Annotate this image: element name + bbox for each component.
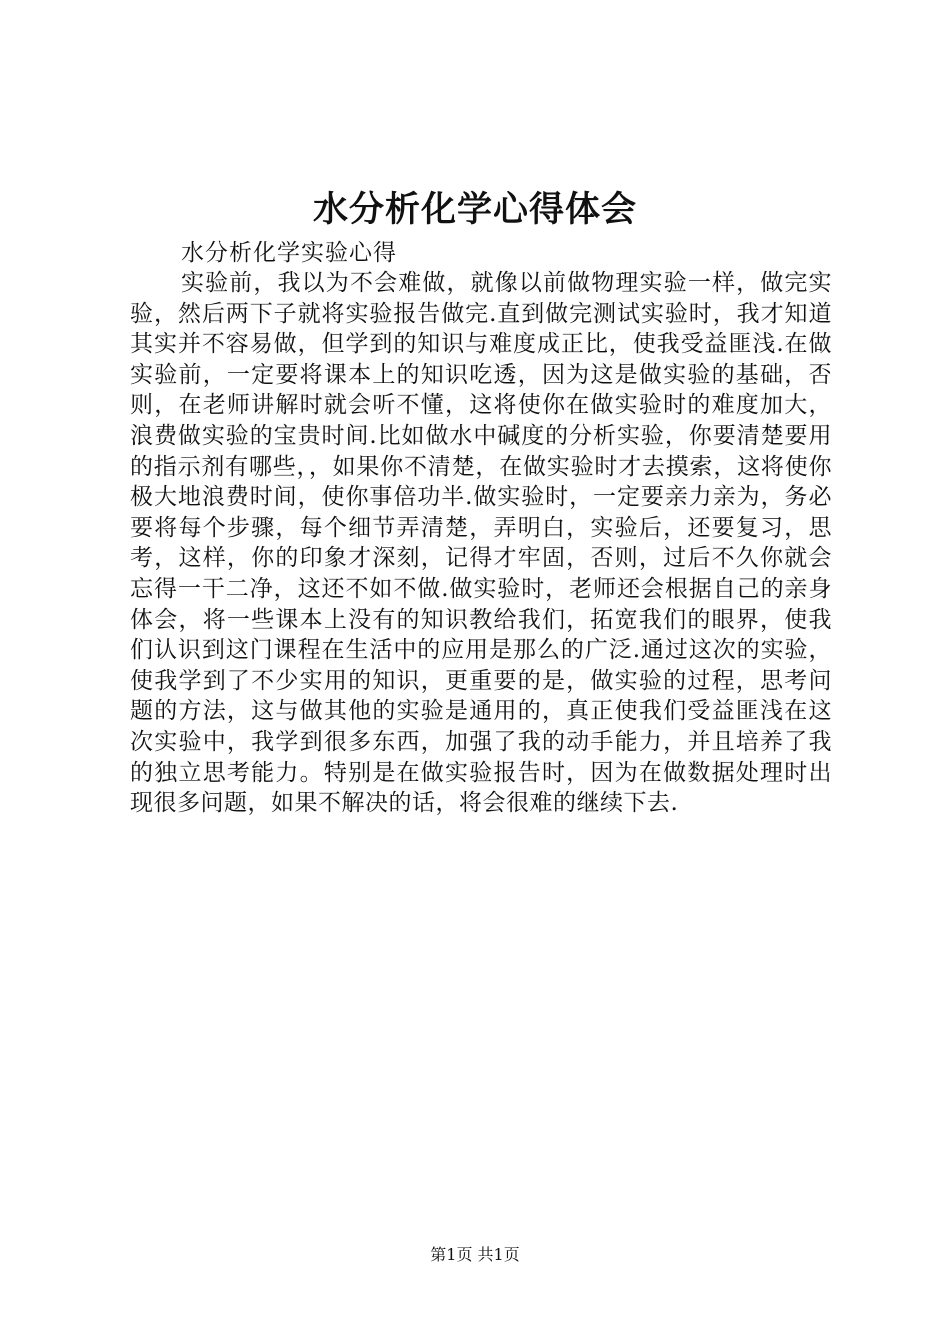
document-subtitle: 水分析化学实验心得 — [181, 240, 397, 266]
document-title: 水分析化学心得体会 — [312, 189, 637, 230]
body-paragraph: 实验前，我以为不会难做，就像以前做物理实验一样，做完实验，然后两下子就将实验报告做完.直到做完测试实验时，我才知道其实并不容易做，但学到的知识与难度成正比，使我受益匪浅.在做实验前，一定要将课本上的知识吃透，因为这是做实验的基础，否则，在老师讲解时就会听不懂，这将使你在做实验时的难度加大，浪费做实验的宝贵时间.比如做水中碱度的分析实验，你要清楚要用的指示剂有哪些，，如果你不清楚，在做实验时才去摸索，这将使你极大地浪费时间，使你事倍功半.做实验时，一定要亲力亲为，务必要将每个步骤，每个细节弄清楚，弄明白，实验后，还要复习，思考，这样，你的印象才深刻，记得才牢固，否则，过后不久你就会忘得一干二净，这还不如不做.做实验时，老师还会根据自己的亲身体会，将一些课本上没有的知识教给我们，拓宽我们的眼界，使我们认识到这门课程在生活中的应用是那么的广泛.通过这次的实验，使我学到了不少实用的知识，更重要的是，做实验的过程，思考问题的方法，这与做其他的实验是通用的，真正使我们受益匪浅在这次实验中，我学到很多东西，加强了我的动手能力，并且培养了我的独立思考能力。特别是在做实验报告时，因为在做数据处理时出现很多问题，如果不解决的话，将会很难的继续下去. — [130, 270, 832, 817]
page-footer: 第1页 共1页 — [430, 1245, 520, 1264]
